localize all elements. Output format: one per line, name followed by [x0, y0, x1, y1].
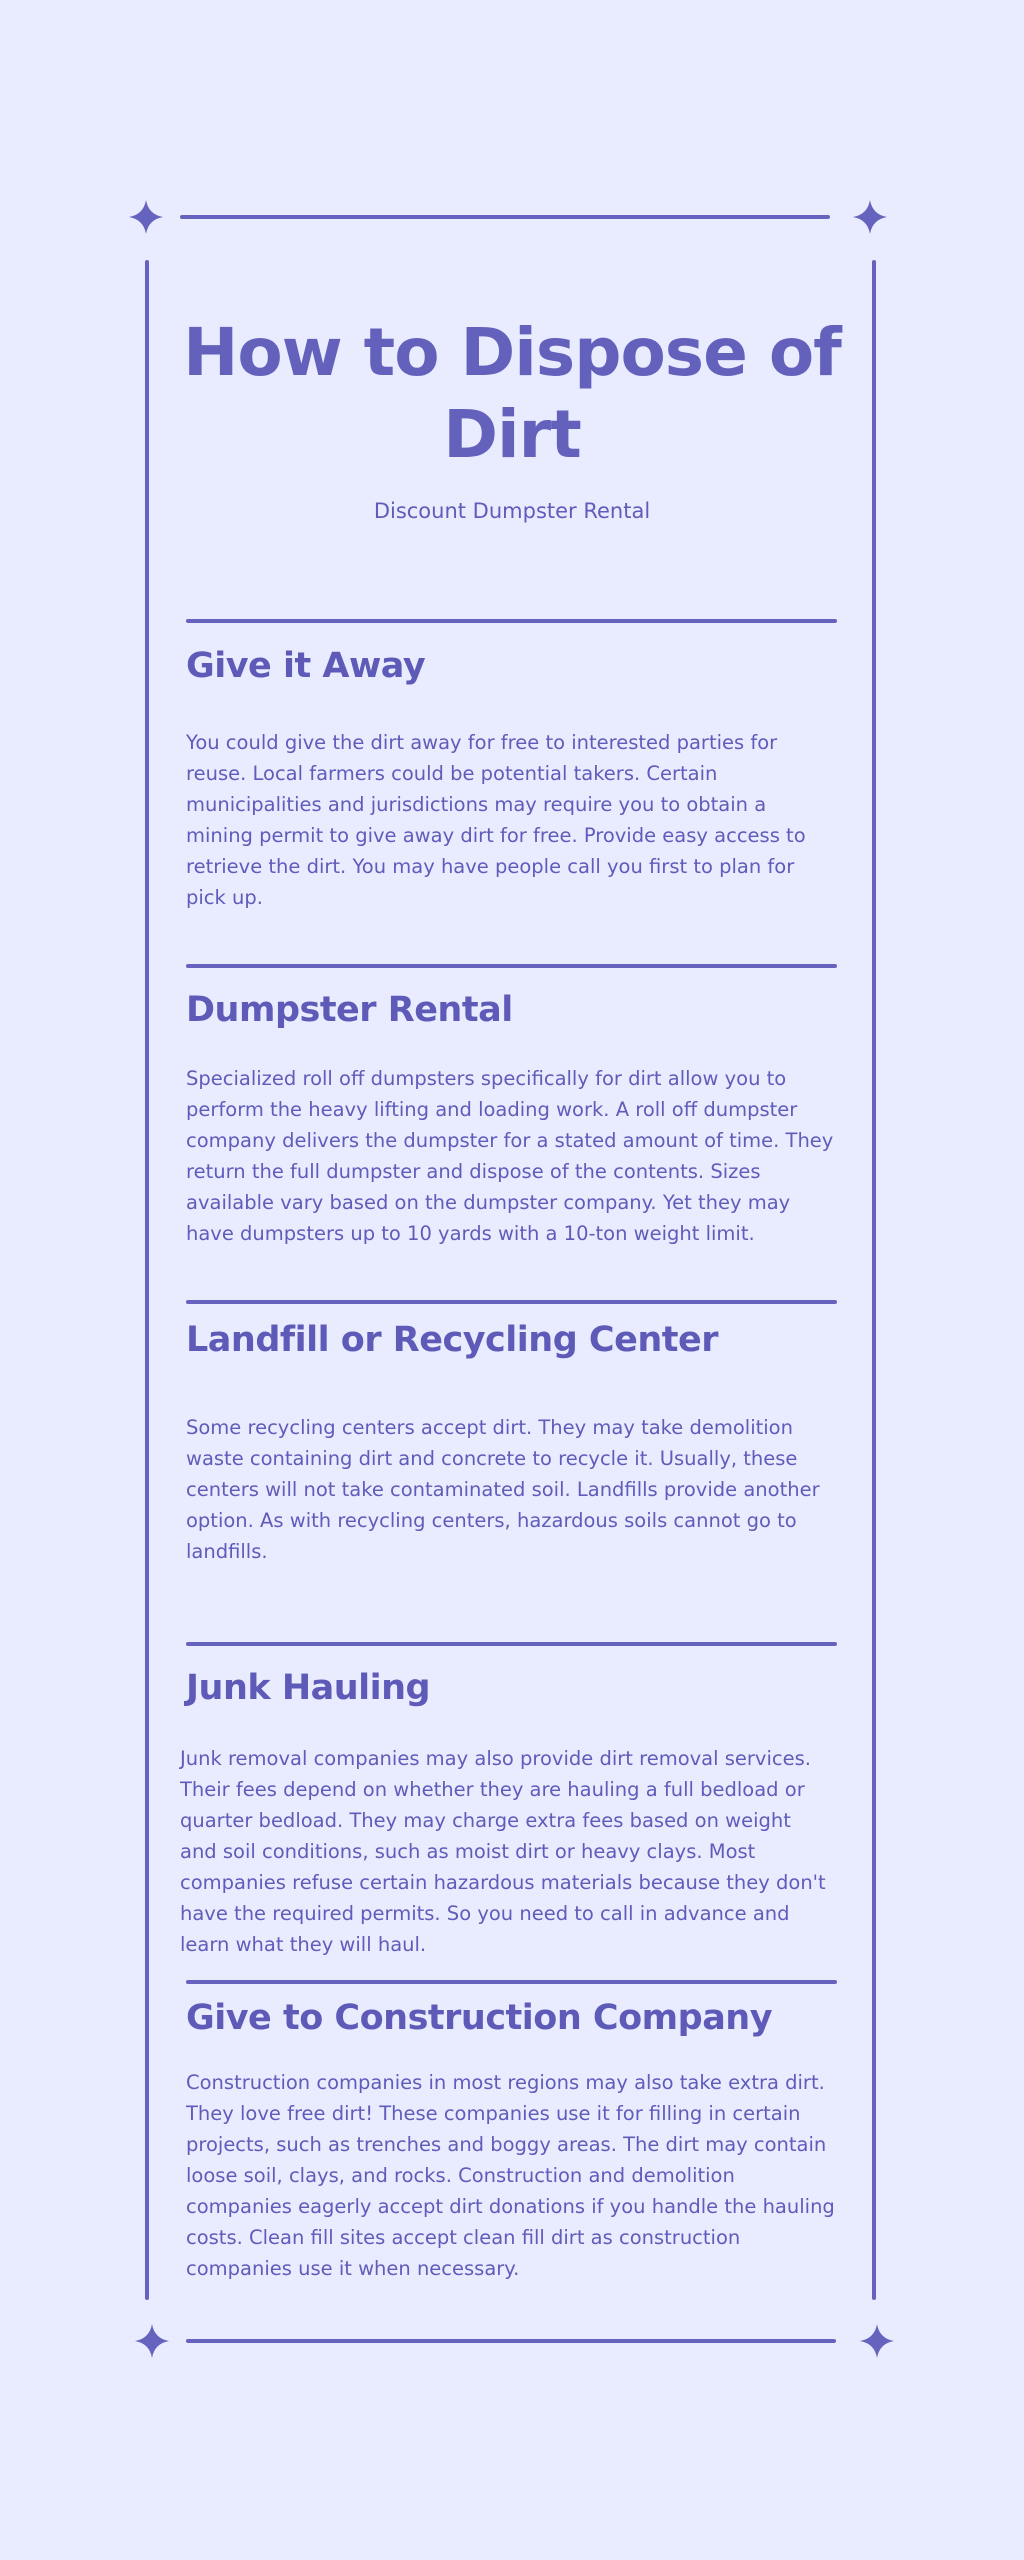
section-heading-construction: Give to Construction Company: [186, 1998, 773, 2038]
frame-right-line: [872, 260, 876, 2300]
sparkle-star-icon: [135, 2324, 169, 2358]
section-divider: [186, 1300, 837, 1304]
section-body-construction: Construction companies in most regions may also take extra dirt. They love free dirt! These companies use it for filling in certain projects, such as trenches and boggy areas. The dirt may contain loose soil, clays, and rocks. Construction and demolition companies eagerly accept dirt donations if you handle the hauling costs. Clean fill sites accept clean fill dirt as construction companies use it when necessary.: [186, 2071, 835, 2280]
section-divider: [186, 1642, 837, 1646]
section-divider: [186, 619, 837, 623]
frame-bottom-line: [186, 2339, 836, 2343]
section-divider: [186, 1980, 837, 1984]
section-heading-junk-hauling: Junk Hauling: [186, 1668, 431, 1708]
page-title: How to Dispose of Dirt: [183, 314, 841, 473]
section-body-give-away: You could give the dirt away for free to interested parties for reuse. Local farmers could be potential takers. Certain municipalities and jurisdictions may require you to obtain a mining permit to give away dirt for free. Provide easy access to retrieve the dirt. You may have people call you first to plan for pick up.: [186, 731, 806, 909]
section-body-dumpster-rental: Specialized roll off dumpsters specifically for dirt allow you to perform the heavy lifting and loading work. A roll off dumpster company delivers the dumpster for a stated amount of time. They return the full dumpster and dispose of the contents. Sizes available vary based on the dumpster company. Yet they may have dumpsters up to 10 yards with a 10-ton weight limit.: [186, 1067, 834, 1245]
sparkle-star-icon: [129, 200, 163, 234]
section-heading-landfill: Landfill or Recycling Center: [186, 1320, 719, 1360]
section-heading-dumpster-rental: Dumpster Rental: [186, 990, 513, 1030]
frame-left-line: [145, 260, 149, 2300]
sparkle-star-icon: [860, 2324, 894, 2358]
frame-top-line: [180, 215, 830, 219]
section-body-landfill: Some recycling centers accept dirt. They may take demolition waste containing dirt and concrete to recycle it. Usually, these centers will not take contaminated soil. Landfills provide another option. As with recycling centers, hazardous soils cannot go to landfills.: [186, 1416, 820, 1563]
page-subtitle: Discount Dumpster Rental: [373, 499, 651, 523]
section-body-junk-hauling: Junk removal companies may also provide dirt removal services. Their fees depend on whether they are hauling a full bedload or quarter bedload. They may charge extra fees based on weight and soil conditions, such as moist dirt or heavy clays. Most companies refuse certain hazardous materials because they don't have the required permits. So you need to call in advance and learn what they will haul.: [180, 1747, 826, 1956]
section-heading-give-away: Give it Away: [186, 646, 426, 686]
sparkle-star-icon: [853, 200, 887, 234]
section-divider: [186, 964, 837, 968]
